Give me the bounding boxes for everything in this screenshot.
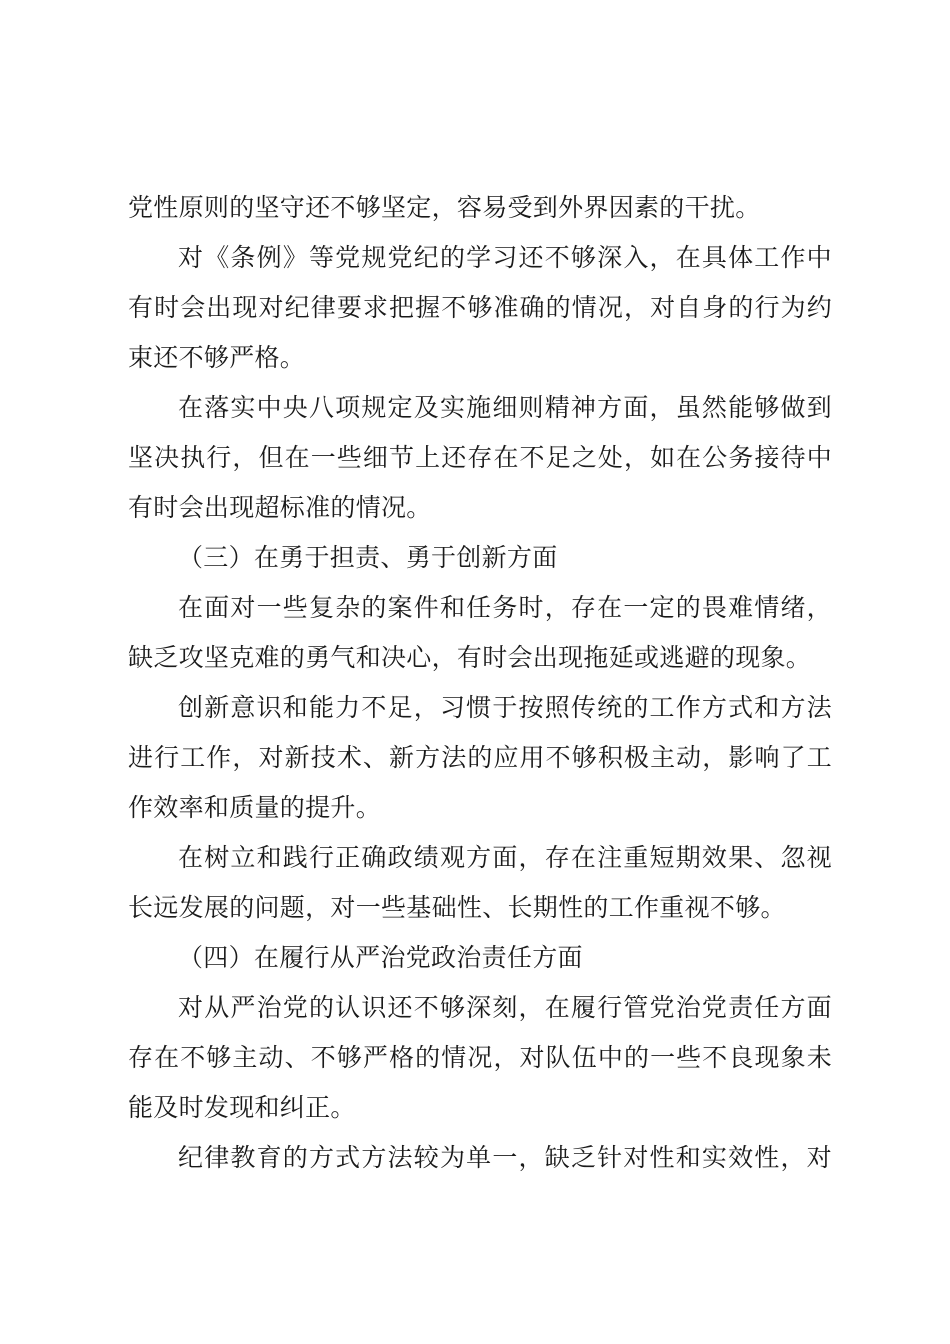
text-line: 进行工作，对新技术、新方法的应用不够积极主动，影响了工 — [128, 743, 832, 772]
text-line: 缺乏攻坚克难的勇气和决心，有时会出现拖延或逃避的现象。 — [128, 643, 812, 672]
text-line: 坚决执行，但在一些细节上还存在不足之处，如在公务接待中 — [128, 443, 832, 472]
text-line: 存在不够主动、不够严格的情况，对队伍中的一些不良现象未 — [128, 1043, 832, 1072]
text-line: 能及时发现和纠正。 — [128, 1093, 356, 1122]
text-line: 纪律教育的方式方法较为单一，缺乏针对性和实效性，对 — [178, 1143, 832, 1172]
text-line: 对从严治党的认识还不够深刻，在履行管党治党责任方面 — [178, 993, 832, 1022]
text-line: 在树立和践行正确政绩观方面，存在注重短期效果、忽视 — [178, 843, 832, 872]
document-body — [128, 183, 832, 1183]
text-line: 党性原则的坚守还不够坚定，容易受到外界因素的干扰。 — [128, 193, 761, 222]
text-line: 长远发展的问题，对一些基础性、长期性的工作重视不够。 — [128, 893, 786, 922]
section-heading: （三）在勇于担责、勇于创新方面 — [178, 543, 558, 572]
text-line: 作效率和质量的提升。 — [128, 793, 382, 822]
section-heading: （四）在履行从严治党政治责任方面 — [178, 943, 583, 972]
text-line: 有时会出现对纪律要求把握不够准确的情况，对自身的行为约 — [128, 293, 832, 322]
text-line: 对《条例》等党规党纪的学习还不够深入，在具体工作中 — [178, 243, 832, 272]
text-line: 创新意识和能力不足，习惯于按照传统的工作方式和方法 — [178, 693, 832, 722]
text-line: 束还不够严格。 — [128, 343, 306, 372]
text-line: 在落实中央八项规定及实施细则精神方面，虽然能够做到 — [178, 393, 832, 422]
text-line: 有时会出现超标准的情况。 — [128, 493, 432, 522]
text-line: 在面对一些复杂的案件和任务时，存在一定的畏难情绪， — [178, 593, 832, 622]
